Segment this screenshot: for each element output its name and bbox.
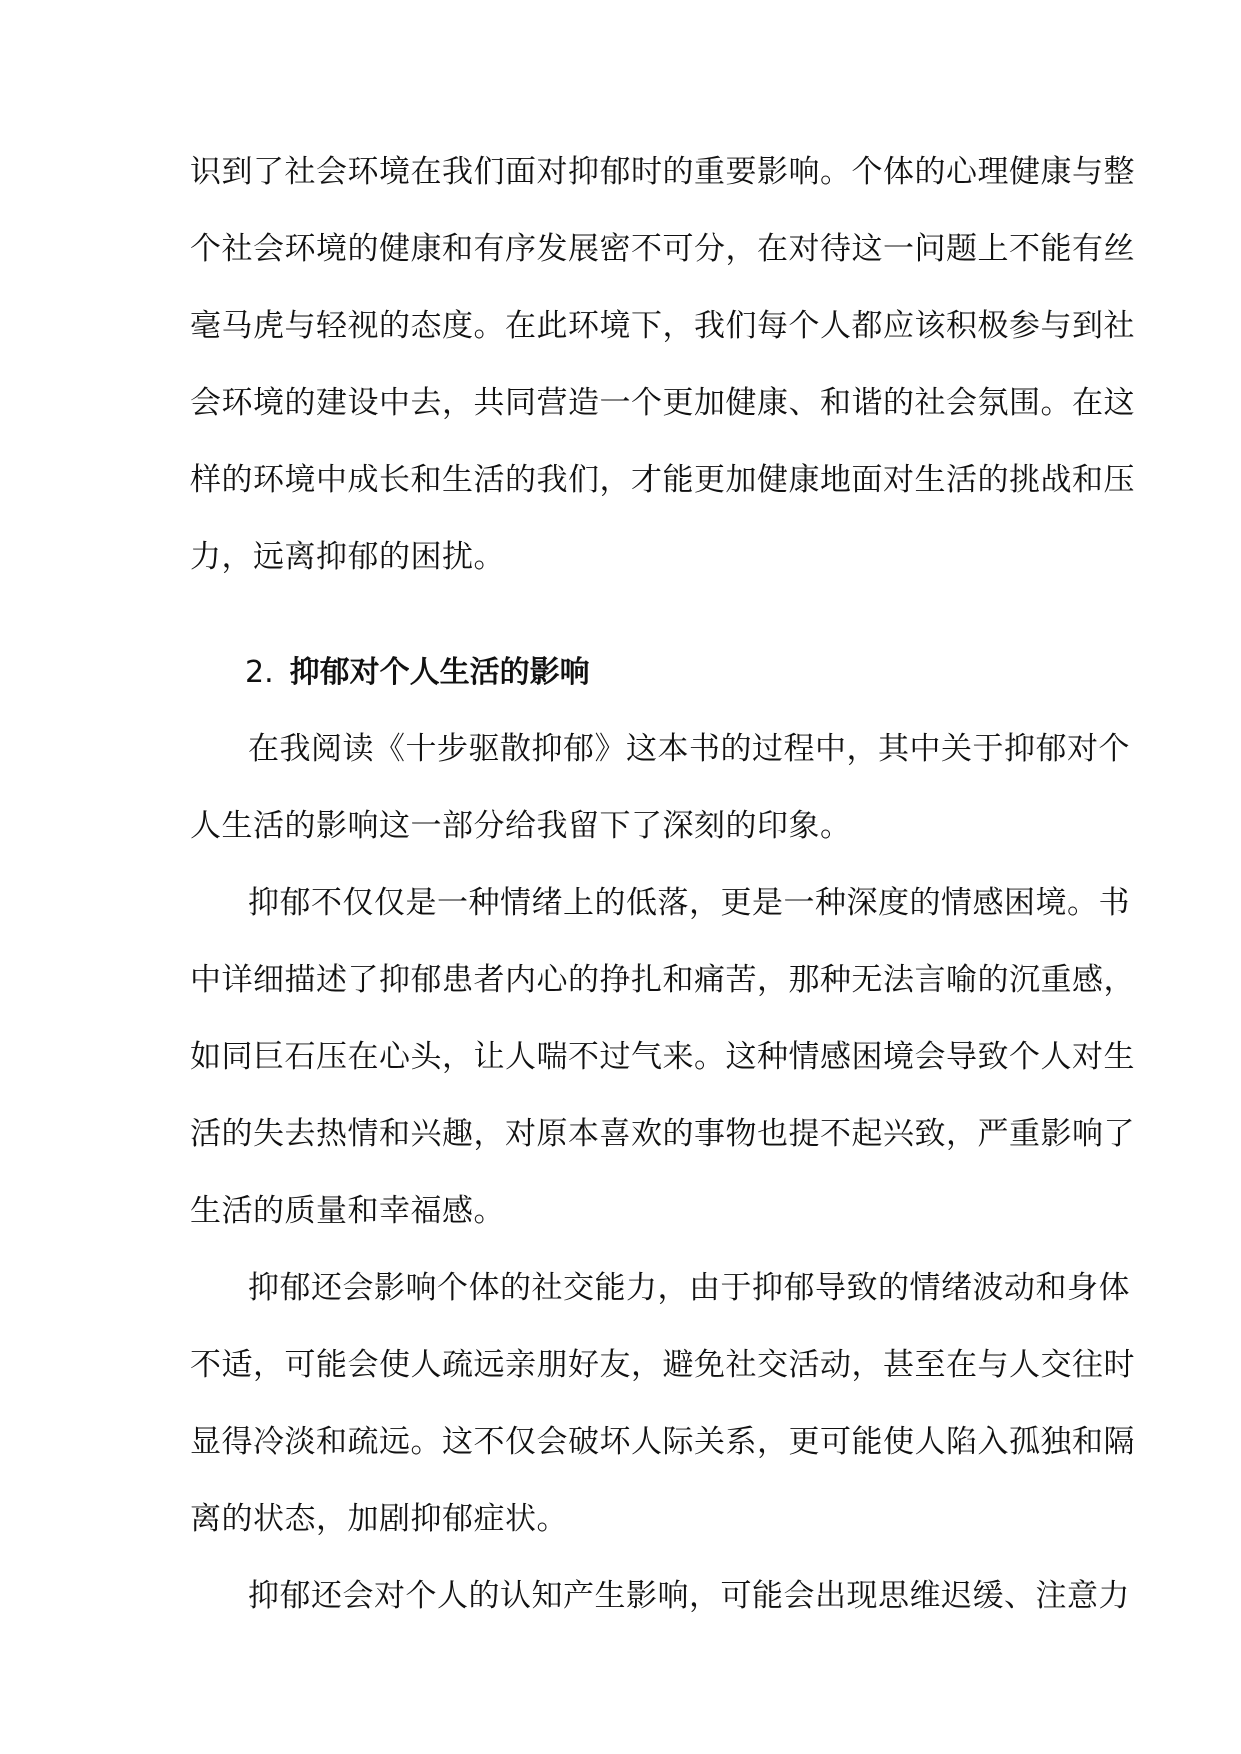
paragraph-1 <box>190 717 1130 871</box>
text-line: 抑郁还会对个人的认知产生影响，可能会出现思维迟缓、注意力 <box>248 1578 1130 1614</box>
text-line: 会环境的建设中去，共同营造一个更加健康、和谐的社会氛围。在这 <box>190 385 1135 421</box>
section-title: 抑郁对个人生活的影响 <box>289 655 590 690</box>
text-line: 样的环境中成长和生活的我们，才能更加健康地面对生活的挑战和压 <box>190 462 1135 498</box>
text-line: 抑郁还会影响个体的社交能力，由于抑郁导致的情绪波动和身体 <box>248 1270 1130 1306</box>
paragraph-4 <box>190 1564 1130 1641</box>
text-line: 如同巨石压在心头，让人喘不过气来。这种情感困境会导致个人对生 <box>190 1039 1135 1075</box>
paragraph-2 <box>190 871 1135 1256</box>
text-line: 抑郁不仅仅是一种情绪上的低落，更是一种深度的情感困境。书 <box>248 885 1130 921</box>
text-line: 显得冷淡和疏远。这不仅会破坏人际关系，更可能使人陷入孤独和隔 <box>190 1424 1135 1460</box>
document-body <box>190 140 1135 1641</box>
text-line: 离的状态，加剧抑郁症状。 <box>190 1501 568 1537</box>
paragraph-continued <box>190 140 1135 602</box>
text-line: 在我阅读《十步驱散抑郁》这本书的过程中，其中关于抑郁对个 <box>248 731 1130 767</box>
text-line: 力，远离抑郁的困扰。 <box>190 539 505 575</box>
text-line: 中详细描述了抑郁患者内心的挣扎和痛苦，那种无法言喻的沉重感， <box>190 962 1135 998</box>
text-line: 活的失去热情和兴趣，对原本喜欢的事物也提不起兴致，严重影响了 <box>190 1116 1135 1152</box>
text-line: 不适，可能会使人疏远亲朋好友，避免社交活动，甚至在与人交往时 <box>190 1347 1135 1383</box>
text-line: 个社会环境的健康和有序发展密不可分，在对待这一问题上不能有丝 <box>190 231 1135 267</box>
text-line: 识到了社会环境在我们面对抑郁时的重要影响。个体的心理健康与整 <box>190 154 1135 190</box>
text-line: 生活的质量和幸福感。 <box>190 1193 505 1229</box>
paragraph-3 <box>190 1256 1135 1564</box>
spacer <box>190 602 1052 640</box>
section-heading <box>190 640 1052 717</box>
section-number: 2. <box>245 655 274 690</box>
text-line: 人生活的影响这一部分给我留下了深刻的印象。 <box>190 808 852 844</box>
text-line: 毫马虎与轻视的态度。在此环境下，我们每个人都应该积极参与到社 <box>190 308 1135 344</box>
